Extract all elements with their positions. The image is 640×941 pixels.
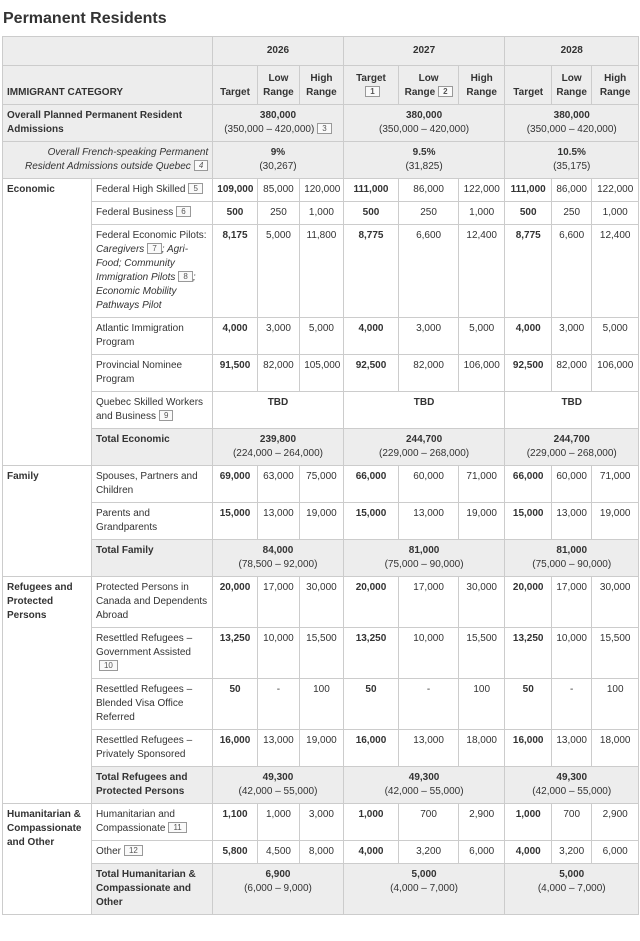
row-label: Resettled Refugees – Blended Visa Office Referred [91,679,212,730]
cell-low: 3,000 [257,318,299,355]
total-label: Total Family [91,540,212,577]
cell-high: 30,000 [458,577,505,628]
total-humanitarian-row [3,864,639,915]
cell-high: 5,000 [592,318,639,355]
cell-high: 11,800 [300,225,344,318]
cell-target: 500 [505,202,552,225]
cell-high: 30,000 [592,577,639,628]
year-2027-header: 2027 [343,37,505,66]
cell-target: 92,500 [343,355,399,392]
cell-low: 63,000 [257,466,299,503]
cell-high: 18,000 [458,730,505,767]
table-row [3,202,639,225]
cell-high: 75,000 [300,466,344,503]
row-label: Protected Persons in Canada and Dependents Abroad [91,577,212,628]
cell-target: 91,500 [213,355,257,392]
total-2027: 5,000 (4,000 – 7,000) [343,864,505,915]
cell-target: 500 [213,202,257,225]
cell-high: 1,000 [592,202,639,225]
table-row [3,355,639,392]
page-title: Permanent Residents [3,10,167,27]
cell-high: 30,000 [300,577,344,628]
cell-high: 19,000 [300,503,344,540]
cell-high: 71,000 [592,466,639,503]
cell-target: 13,250 [505,628,552,679]
cell-target: 69,000 [213,466,257,503]
footnote-link[interactable]: 10 [99,660,118,671]
total-2028: 5,000 (4,000 – 7,000) [505,864,639,915]
cell-target: 8,775 [343,225,399,318]
cell-low: 13,000 [257,730,299,767]
footnote-link[interactable]: 3 [317,123,331,134]
cell-low: 6,600 [551,225,591,318]
cell-target: 500 [343,202,399,225]
table-row [3,225,639,318]
immigrant-category-header: IMMIGRANT CATEGORY [3,66,213,105]
cell-high: 105,000 [300,355,344,392]
cell-low: 13,000 [399,503,459,540]
cell-target: 109,000 [213,179,257,202]
cell-low: 82,000 [257,355,299,392]
category-family: Family [3,466,92,577]
cell-high: 122,000 [592,179,639,202]
total-refugees-row [3,767,639,804]
cell-target: 50 [343,679,399,730]
table-row [3,628,639,679]
cell-high: 120,000 [300,179,344,202]
table-row [3,392,639,429]
cell-high: 12,400 [458,225,505,318]
total-2026: 6,900 (6,000 – 9,000) [213,864,343,915]
header-blank [3,37,213,66]
cell-high: 15,500 [300,628,344,679]
target-header-2026: Target [213,66,257,105]
high-range-header-2027: High Range [458,66,505,105]
overall-admissions-label: Overall Planned Permanent Resident Admissions [3,105,213,142]
cell-low: 3,000 [551,318,591,355]
cell-target: 4,000 [505,318,552,355]
cell-high: 12,400 [592,225,639,318]
cell-target: 13,250 [213,628,257,679]
table-row [3,841,639,864]
footnote-link[interactable]: 8 [178,271,192,282]
target-header-2027: Target1 [343,66,399,105]
cell-high: 19,000 [592,503,639,540]
table-row [3,318,639,355]
cell-high: 106,000 [592,355,639,392]
row-label: Federal High Skilled 5 [91,179,212,202]
cell-low: 3,000 [399,318,459,355]
cell-target: 1,000 [505,804,552,841]
total-2027: 49,300 (42,000 – 55,000) [343,767,505,804]
cell-target: 50 [505,679,552,730]
cell-target: 8,175 [213,225,257,318]
footnote-link[interactable]: 4 [194,160,208,171]
row-label: Parents and Grandparents [91,503,212,540]
cell-low: 86,000 [551,179,591,202]
cell-target: 8,775 [505,225,552,318]
total-label: Total Economic [91,429,212,466]
table-row [3,804,639,841]
cell-low: 1,000 [257,804,299,841]
cell-low: 82,000 [551,355,591,392]
overall-2027: 380,000 (350,000 – 420,000) [343,105,505,142]
row-label: Humanitarian and Compassionate 11 [91,804,212,841]
target-header-2028: Target [505,66,552,105]
total-2027: 81,000 (75,000 – 90,000) [343,540,505,577]
cell-low: 13,000 [551,730,591,767]
cell-low: 700 [551,804,591,841]
cell-high: 19,000 [458,503,505,540]
cell-high: 2,900 [592,804,639,841]
footnote-link[interactable]: 6 [176,206,190,217]
cell-target: 111,000 [505,179,552,202]
french-2026: 9% (30,267) [213,142,343,179]
cell-target: 66,000 [343,466,399,503]
cell-target: 92,500 [505,355,552,392]
cell-low: 6,600 [399,225,459,318]
cell-low: 250 [551,202,591,225]
cell-target: 15,000 [343,503,399,540]
cell-tbd: TBD [343,392,505,429]
footnote-link[interactable]: 5 [188,183,202,194]
row-label: Atlantic Immigration Program [91,318,212,355]
row-label: Quebec Skilled Workers and Business 9 [91,392,212,429]
row-label: Federal Economic Pilots: Caregivers 7 ; Agri-Food; Community Immigration Pilots 8 ; Economic Mobility Pathways Pilot [91,225,212,318]
permanent-residents-table [2,36,639,915]
cell-low: 17,000 [551,577,591,628]
cell-high: 5,000 [458,318,505,355]
table-row [3,577,639,628]
table-row [3,466,639,503]
category-refugees: Refugees and Protected Persons [3,577,92,804]
cell-low: 5,000 [257,225,299,318]
row-label: Resettled Refugees – Privately Sponsored [91,730,212,767]
low-range-header-2027: Low Range 2 [399,66,459,105]
cell-high: 71,000 [458,466,505,503]
cell-target: 4,000 [505,841,552,864]
cell-target: 13,250 [343,628,399,679]
cell-target: 20,000 [343,577,399,628]
total-2026: 239,800 (224,000 – 264,000) [213,429,343,466]
cell-target: 1,100 [213,804,257,841]
footnote-link[interactable]: 9 [159,410,173,421]
cell-high: 6,000 [592,841,639,864]
cell-target: 15,000 [505,503,552,540]
total-2028: 49,300 (42,000 – 55,000) [505,767,639,804]
cell-target: 66,000 [505,466,552,503]
table-row [3,179,639,202]
footnote-link[interactable]: 2 [438,86,452,97]
total-2028: 81,000 (75,000 – 90,000) [505,540,639,577]
cell-low: 60,000 [399,466,459,503]
cell-high: 2,900 [458,804,505,841]
cell-high: 122,000 [458,179,505,202]
row-label: Resettled Refugees – Government Assisted10 [91,628,212,679]
cell-target: 4,000 [343,841,399,864]
high-range-header-2026: High Range [300,66,344,105]
cell-low: - [551,679,591,730]
cell-low: 3,200 [551,841,591,864]
row-label: Provincial Nominee Program [91,355,212,392]
category-economic: Economic [3,179,92,466]
cell-target: 4,000 [343,318,399,355]
cell-low: 17,000 [257,577,299,628]
cell-low: 3,200 [399,841,459,864]
cell-high: 5,000 [300,318,344,355]
footnote-link[interactable]: 1 [365,86,379,97]
cell-low: 85,000 [257,179,299,202]
total-2028: 244,700 (229,000 – 268,000) [505,429,639,466]
cell-target: 4,000 [213,318,257,355]
cell-high: 19,000 [300,730,344,767]
cell-high: 6,000 [458,841,505,864]
table-row [3,503,639,540]
cell-low: - [257,679,299,730]
cell-low: 250 [399,202,459,225]
year-2026-header: 2026 [213,37,343,66]
total-2027: 244,700 (229,000 – 268,000) [343,429,505,466]
total-family-row [3,540,639,577]
row-label: Federal Business 6 [91,202,212,225]
high-range-header-2028: High Range [592,66,639,105]
category-humanitarian: Humanitarian & Compassionate and Other [3,804,92,915]
year-2028-header: 2028 [505,37,639,66]
cell-high: 106,000 [458,355,505,392]
table-row [3,730,639,767]
cell-low: 13,000 [399,730,459,767]
french-2027: 9.5% (31,825) [343,142,505,179]
cell-low: - [399,679,459,730]
header-columns-row [3,66,639,105]
cell-low: 17,000 [399,577,459,628]
cell-high: 8,000 [300,841,344,864]
cell-high: 15,500 [458,628,505,679]
overall-admissions-row [3,105,639,142]
cell-low: 13,000 [257,503,299,540]
cell-target: 15,000 [213,503,257,540]
cell-target: 111,000 [343,179,399,202]
cell-target: 1,000 [343,804,399,841]
cell-tbd: TBD [505,392,639,429]
cell-low: 10,000 [551,628,591,679]
cell-low: 60,000 [551,466,591,503]
french-admissions-label: Overall French-speaking Permanent Resident Admissions outside Quebec 4 [3,142,213,179]
cell-high: 100 [300,679,344,730]
total-label: Total Humanitarian & Compassionate and Other [91,864,212,915]
cell-high: 18,000 [592,730,639,767]
cell-target: 5,800 [213,841,257,864]
cell-tbd: TBD [213,392,343,429]
cell-target: 16,000 [505,730,552,767]
total-2026: 84,000 (78,500 – 92,000) [213,540,343,577]
cell-low: 10,000 [399,628,459,679]
row-label: Other 12 [91,841,212,864]
cell-target: 20,000 [505,577,552,628]
footnote-link[interactable]: 7 [147,243,161,254]
cell-high: 100 [592,679,639,730]
header-years-row [3,37,639,66]
low-range-header-2028: Low Range [551,66,591,105]
row-label: Spouses, Partners and Children [91,466,212,503]
cell-target: 50 [213,679,257,730]
french-2028: 10.5% (35,175) [505,142,639,179]
cell-low: 4,500 [257,841,299,864]
total-economic-row [3,429,639,466]
footnote-link[interactable]: 11 [168,822,186,833]
cell-low: 700 [399,804,459,841]
low-range-header-2026: Low Range [257,66,299,105]
cell-low: 86,000 [399,179,459,202]
total-2026: 49,300 (42,000 – 55,000) [213,767,343,804]
cell-high: 1,000 [300,202,344,225]
cell-low: 82,000 [399,355,459,392]
cell-low: 13,000 [551,503,591,540]
cell-low: 250 [257,202,299,225]
footnote-link[interactable]: 12 [124,845,143,856]
total-label: Total Refugees and Protected Persons [91,767,212,804]
table-row [3,679,639,730]
overall-2028: 380,000 (350,000 – 420,000) [505,105,639,142]
cell-high: 15,500 [592,628,639,679]
overall-2026: 380,000 (350,000 – 420,000) 3 [213,105,343,142]
cell-high: 3,000 [300,804,344,841]
cell-low: 10,000 [257,628,299,679]
cell-target: 16,000 [213,730,257,767]
cell-target: 16,000 [343,730,399,767]
cell-high: 100 [458,679,505,730]
french-admissions-row [3,142,639,179]
cell-target: 20,000 [213,577,257,628]
cell-high: 1,000 [458,202,505,225]
